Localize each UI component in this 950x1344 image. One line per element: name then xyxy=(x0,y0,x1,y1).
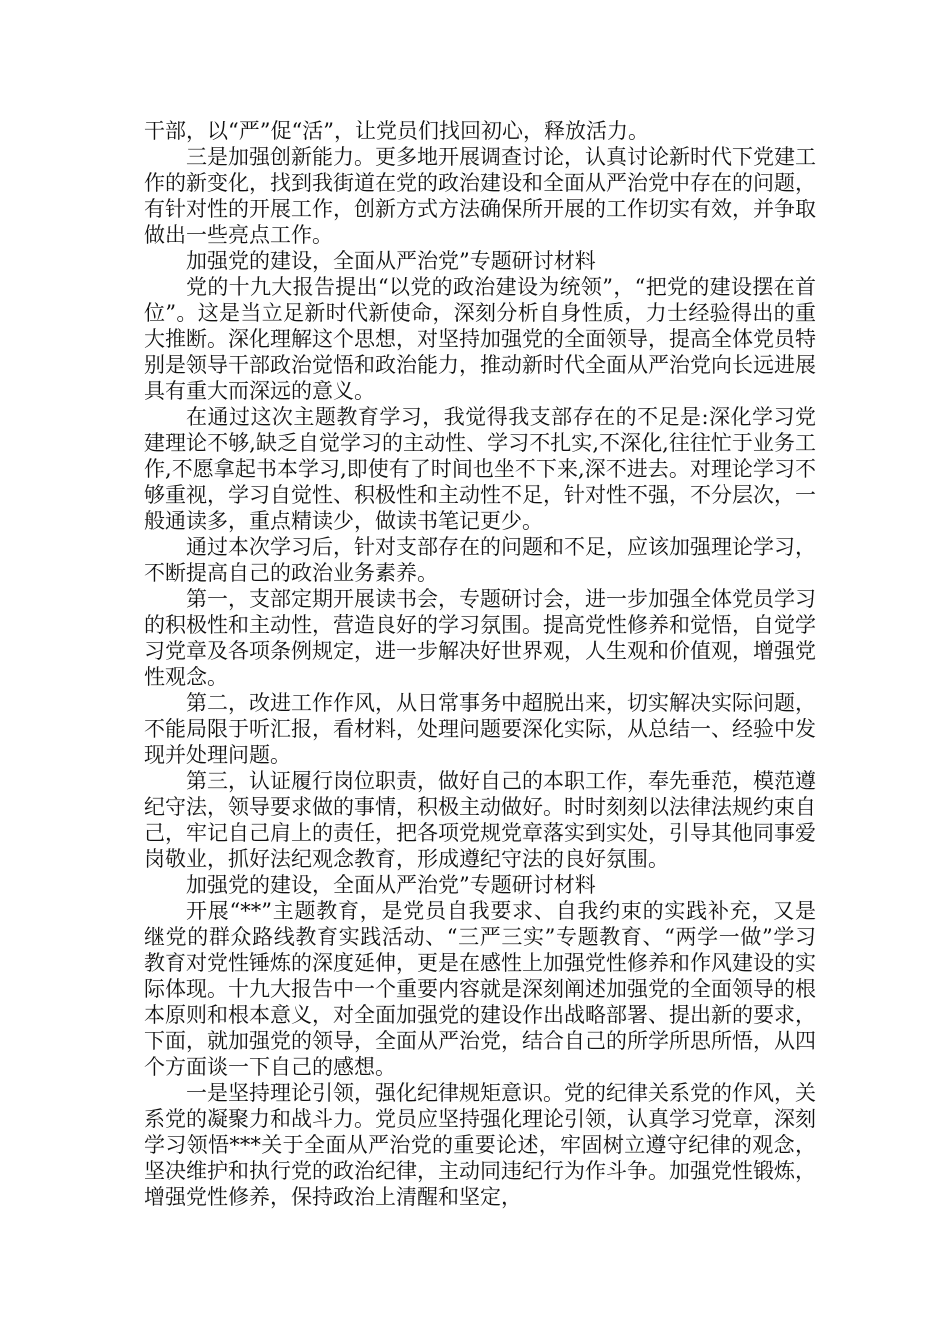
paragraph-theory-guidance: 一是坚持理论引领，强化纪律规矩意识。党的纪律关系党的作风，关系党的凝聚力和战斗力。党员应坚持强化理论引领，认真学习党章，深刻学习领悟***关于全面从严治党的重要论述，牢固树立遵守纪律的观念，坚决维护和执行党的政治纪律，主动同违纪行为作斗争。加强党性锻炼，增强党性修养，保持政治上清醒和坚定， xyxy=(144,1081,816,1209)
paragraph-shortcomings: 在通过这次主题教育学习，我觉得我支部存在的不足是:深化学习党建理论不够,缺乏自觉学习的主动性、学习不扎实,不深化,往往忙于业务工作,不愿拿起书本学习,即使有了时间也坐不下来,深不进去。对理论学习不够重视，学习自觉性、积极性和主动性不足，针对性不强，不分层次，一般通读多，重点精读少，做读书笔记更少。 xyxy=(144,405,816,533)
section-heading-1: 加强党的建设，全面从严治党”专题研讨材料 xyxy=(186,249,596,273)
document-body xyxy=(144,118,816,1210)
paragraph-first: 第一，支部定期开展读书会，专题研讨会，进一步加强全体党员学习的积极性和主动性，营造良好的学习氛围。提高党性修养和觉悟，自觉学习党章及各项条例规定，进一步解决好世界观，人生观和价值观，增强党性观念。 xyxy=(144,587,816,689)
paragraph-innovation: 三是加强创新能力。更多地开展调查讨论，认真讨论新时代下党建工作的新变化，找到我街道在党的政治建设和全面从严治党中存在的问题，有针对性的开展工作，创新方式方法确保所开展的工作切实有效，并争取做出一些亮点工作。 xyxy=(144,145,816,247)
paragraph-third: 第三，认证履行岗位职责，做好自己的本职工作，奉先垂范，模范遵纪守法，领导要求做的事情，积极主动做好。时时刻刻以法律法规约束自己，牢记自己肩上的责任，把各项党规党章落实到实处，引导其他同事爱岗敬业，抓好法纪观念教育，形成遵纪守法的良好氛围。 xyxy=(144,769,816,871)
paragraph-report-intro: 党的十九大报告提出“以党的政治建设为统领”，“把党的建设摆在首位”。这是当立足新时代新使命，深刻分析自身性质，力士经验得出的重大推断。深化理解这个思想，对坚持加强党的全面领导，提高全体党员特别是领导干部政治觉悟和政治能力，推动新时代全面从严治党向长远进展具有重大而深远的意义。 xyxy=(144,275,816,403)
paragraph-continuation: 干部，以“严”促“活”，让党员们找回初心，释放活力。 xyxy=(144,119,649,143)
section-heading-2: 加强党的建设，全面从严治党”专题研讨材料 xyxy=(186,873,596,897)
paragraph-after-study: 通过本次学习后，针对支部存在的问题和不足，应该加强理论学习，不断提高自己的政治业务素养。 xyxy=(144,535,816,585)
paragraph-second: 第二，改进工作作风，从日常事务中超脱出来，切实解决实际问题，不能局限于听汇报，看材料，处理问题要深化实际，从总结一、经验中发现并处理问题。 xyxy=(144,691,816,767)
paragraph-theme-education: 开展“**”主题教育，是党员自我要求、自我约束的实践补充，又是继党的群众路线教育实践活动、“三严三实”专题教育、“两学一做”学习教育对党性锤炼的深度延伸，更是在感性上加强党性修养和作风建设的实际体现。十九大报告中一个重要内容就是深刻阐述加强党的全面领导的根本原则和根本意义，对全面加强党的建设作出战略部署、提出新的要求，下面，就加强党的领导，全面从严治党，结合自己的所学所思所悟，从四个方面谈一下自己的感想。 xyxy=(144,899,816,1079)
